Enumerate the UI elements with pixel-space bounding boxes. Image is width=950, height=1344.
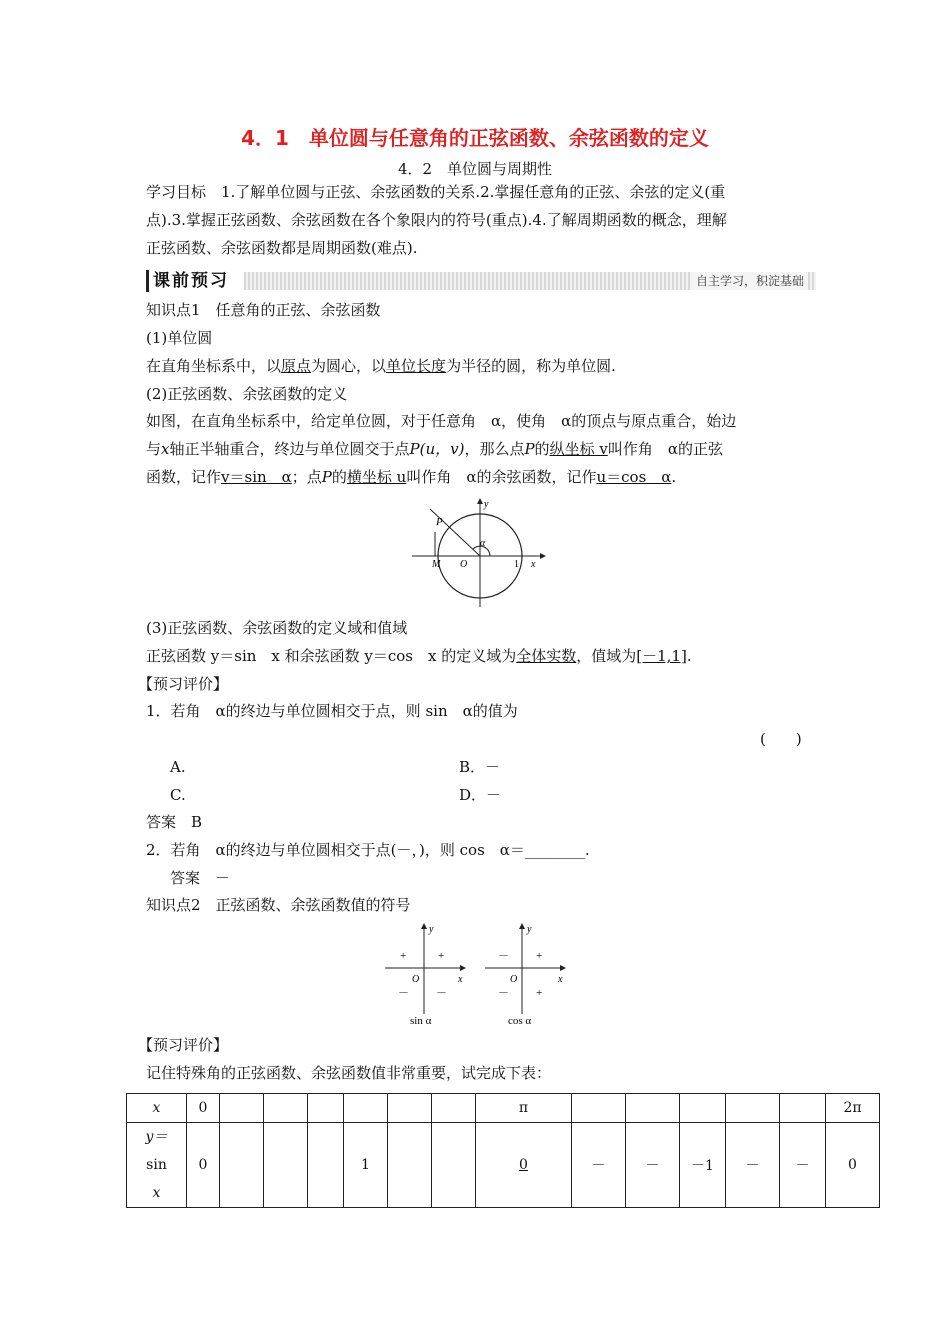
definition-line-2: [146, 439, 723, 459]
objectives-line-1: 学习目标 1.了解单位圆与正弦、余弦函数的关系.2.掌握任意角的正弦、余弦的定义(重: [146, 183, 726, 201]
table-cell: [726, 1094, 780, 1123]
text: ，那么点: [464, 440, 525, 458]
label-P: P: [436, 516, 443, 528]
text: 正弦函数 y＝sin x 和余弦函数 y＝cos x 的定义域为: [146, 647, 517, 665]
y-axis-arrow: [519, 923, 525, 929]
label-y: y: [429, 924, 434, 935]
text: 的: [331, 468, 347, 486]
label-x: x: [558, 974, 563, 985]
text: 为半径的圆，称为单位圆.: [446, 357, 616, 375]
domain-range-line: [146, 646, 692, 666]
label-y: y: [527, 924, 532, 935]
unit-circle-subheading: (1)单位圆: [146, 329, 213, 347]
cos-sign-figure: [480, 920, 570, 1030]
point: P: [524, 440, 535, 458]
y-axis-arrow: [421, 923, 427, 929]
caption: sin α: [410, 1015, 432, 1027]
table-cell: [220, 1094, 264, 1123]
underlined-term: 单位长度: [386, 357, 447, 375]
table-cell: [308, 1094, 344, 1123]
label-part: x: [152, 1185, 161, 1201]
text: 的: [534, 440, 550, 458]
table-cell: [476, 1123, 572, 1208]
section-banner: [146, 270, 816, 292]
caption: cos α: [508, 1015, 532, 1027]
table-cell: 1: [344, 1123, 388, 1208]
quadrant-2-sign: －: [498, 950, 509, 962]
table-cell: 0: [826, 1123, 880, 1208]
quadrant-1-sign: +: [536, 950, 543, 962]
underlined-term: u＝cos α: [596, 468, 672, 486]
table-cell: [264, 1123, 308, 1208]
text: 在直角坐标系中，以: [146, 357, 282, 375]
label-part: sin: [146, 1157, 167, 1173]
y-axis-arrow: [477, 498, 483, 504]
option-D: D．－: [459, 786, 502, 804]
option-C: C.: [170, 786, 186, 804]
quadrant-1-sign: +: [438, 950, 445, 962]
table-intro: 记住特殊角的正弦函数、余弦函数值非常重要，试完成下表：: [146, 1064, 552, 1082]
point: P(u，v): [409, 440, 465, 458]
domain-range-subheading: (3)正弦函数、余弦函数的定义域和值域: [146, 619, 408, 637]
table-cell: 2π: [826, 1094, 880, 1123]
label-x: x: [531, 559, 536, 570]
underlined-term: 原点: [281, 357, 312, 375]
text: 叫作角 α的正弦: [607, 440, 723, 458]
text: ；点: [291, 468, 322, 486]
quadrant-4-sign: +: [536, 987, 543, 999]
table-cell: －1: [680, 1123, 726, 1208]
table-cell: 0: [187, 1123, 220, 1208]
page-title: 4．1 单位圆与任意角的正弦函数、余弦函数的定义: [241, 126, 709, 150]
label-one: 1: [514, 559, 519, 570]
underlined-term: v＝sin α: [221, 468, 292, 486]
table-cell: [572, 1094, 626, 1123]
knowledge-point-1-heading: 知识点1 任意角的正弦、余弦函数: [146, 301, 381, 319]
table-row-x: [127, 1094, 880, 1123]
point: P: [321, 468, 332, 486]
table-cell: －: [626, 1123, 680, 1208]
text: 叫作角 α的余弦函数，记作: [406, 468, 597, 486]
x-axis-arrow: [540, 553, 546, 559]
table-cell: [264, 1094, 308, 1123]
text: .: [671, 468, 677, 486]
x-axis-arrow: [460, 965, 466, 971]
text: 与: [146, 440, 162, 458]
label-O: O: [412, 974, 420, 985]
text: ，值域为: [576, 647, 637, 665]
table-cell: [308, 1123, 344, 1208]
table-cell: [432, 1123, 476, 1208]
sin-cos-definition-subheading: (2)正弦函数、余弦函数的定义: [146, 385, 348, 403]
table-row-label: [127, 1123, 187, 1208]
table-cell: －: [572, 1123, 626, 1208]
table-cell: [780, 1094, 826, 1123]
underlined-term: 纵坐标 v: [549, 440, 608, 458]
quadrant-4-sign: －: [436, 987, 447, 999]
table-cell: －: [780, 1123, 826, 1208]
text: 轴正半轴重合，终边与单位圆交于点: [169, 440, 410, 458]
definition-line-3: [146, 467, 676, 487]
table-cell: [626, 1094, 680, 1123]
underlined-term: 全体实数: [516, 647, 577, 665]
underlined-term: 横坐标 u: [346, 468, 407, 486]
option-A: A.: [170, 758, 186, 776]
table-cell: [388, 1094, 432, 1123]
definition-line-1: 如图，在直角坐标系中，给定单位圆，对于任意角 α，使角 α的顶点与原点重合，始边: [146, 412, 737, 430]
question-2: 2．若角 α的终边与单位圆相交于点(－，)，则 cos α＝________.: [146, 841, 590, 859]
sin-sign-figure: [380, 920, 470, 1030]
table-cell: －: [726, 1123, 780, 1208]
label-x: x: [458, 974, 463, 985]
table-cell: [344, 1094, 388, 1123]
objectives-line-3: 正弦函数、余弦函数都是周期函数(难点).: [146, 239, 418, 257]
answer-paren: ( ): [760, 730, 802, 748]
table-cell: [680, 1094, 726, 1123]
option-B: B．－: [459, 758, 501, 776]
banner-title: 课前预习: [146, 270, 235, 292]
question-1: 1．若角 α的终边与单位圆相交于点，则 sin α的值为: [146, 702, 518, 720]
table-row-sin: [127, 1123, 880, 1208]
quadrant-3-sign: －: [498, 987, 509, 999]
table-cell: 0: [187, 1094, 220, 1123]
label-alpha: α: [480, 538, 486, 549]
text: 为圆心，以: [311, 357, 387, 375]
table-cell: x: [127, 1094, 187, 1123]
banner-tag: 自主学习，积淀基础: [692, 272, 808, 290]
label-y: y: [484, 499, 489, 510]
label-O: O: [460, 559, 468, 570]
unit-circle-figure: [410, 495, 550, 610]
label-part: y＝: [145, 1129, 168, 1145]
review-heading-2: 【预习评价】: [138, 1036, 229, 1054]
answer-2: 答案 －: [170, 869, 231, 887]
review-heading-1: 【预习评价】: [138, 675, 229, 693]
table-cell: [432, 1094, 476, 1123]
underlined-term: [－1,1]: [636, 647, 687, 665]
label-M: M: [432, 559, 441, 570]
answer-1: 答案 B: [146, 813, 203, 831]
text: .: [686, 647, 692, 665]
text: 函数，记作: [146, 468, 222, 486]
page-subtitle: 4．2 单位圆与周期性: [397, 160, 553, 178]
quadrant-3-sign: －: [398, 987, 409, 999]
table-cell: [388, 1123, 432, 1208]
x-axis-arrow: [560, 965, 566, 971]
objectives-line-2: 点).3.掌握正弦函数、余弦函数在各个象限内的符号(重点).4.了解周期函数的概念，理解: [146, 211, 727, 229]
unit-circle-definition: [146, 356, 616, 376]
underlined-value: 0: [519, 1157, 528, 1173]
table-cell: π: [476, 1094, 572, 1123]
quadrant-2-sign: +: [400, 950, 407, 962]
var: x: [161, 440, 170, 458]
label-O: O: [510, 974, 518, 985]
special-angle-table: [126, 1093, 880, 1208]
knowledge-point-2-heading: 知识点2 正弦函数、余弦函数值的符号: [146, 896, 411, 914]
table-cell: [220, 1123, 264, 1208]
